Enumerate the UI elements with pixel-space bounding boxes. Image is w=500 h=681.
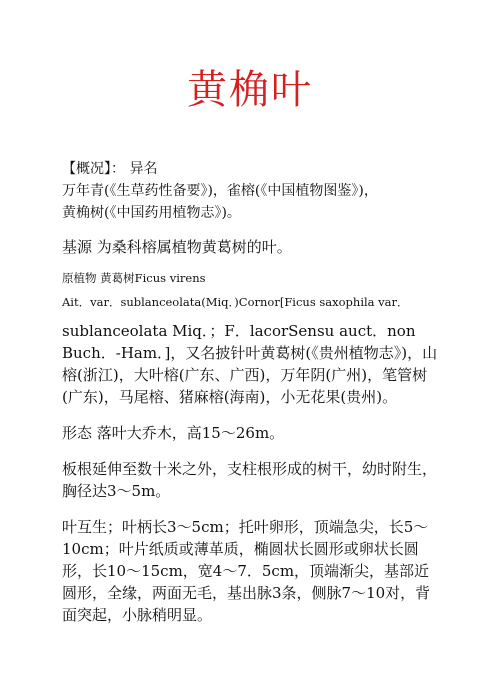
morphology-paragraph-3: 叶互生；叶柄长3～5cm；托叶卵形，顶端急尖，长5～10cm；叶片纸质或薄革质，椭圆状长圆形或卵状长圆形，长10～15cm，宽4～7．5cm，顶端渐尖，基部近圆形，全缘，两面无毛，基出脉3条，侧脉7～10对，背面突起，小脉稍明显。 — [62, 518, 431, 624]
plant-line-1: 原植物 黄葛树Ficus virens — [62, 271, 206, 285]
plant-line-2: Ait．var．sublanceolata(Miq．)Cornor[Ficus saxophila var． — [62, 295, 409, 309]
source-paragraph: 基源 为桑科榕属植物黄葛树的叶。 — [62, 238, 292, 256]
overview-alias-line-1: 万年青(《生草药性备要》)，雀榕(《中国植物图鉴》)， — [62, 183, 378, 199]
overview-alias-line-2: 黄桷树(《中国药用植物志》)。 — [62, 205, 241, 221]
overview-heading: 【概况】： 异名 — [62, 161, 158, 177]
plant-synonyms-paragraph: sublanceolata Miq．；F．lacorSensu auct．non Buch．-Ham．]，又名披针叶黄葛树(《贵州植物志》)，山榕(浙江)，大叶榕(广东、广西)，万年阴(广州)，笔管树(广东)，马尾榕、猪麻榕(海南)，小无花果(贵州)。 — [62, 322, 438, 406]
overview-section — [62, 158, 440, 224]
document-body — [62, 158, 440, 626]
page-title: 黄桷叶 — [187, 67, 313, 113]
morphology-paragraph-1: 形态 落叶大乔木，高15～26m。 — [62, 424, 285, 442]
morphology-paragraph-2: 板根延伸至数十米之外，支柱根形成的树干，幼时附生，胸径达3～5m。 — [62, 460, 438, 500]
